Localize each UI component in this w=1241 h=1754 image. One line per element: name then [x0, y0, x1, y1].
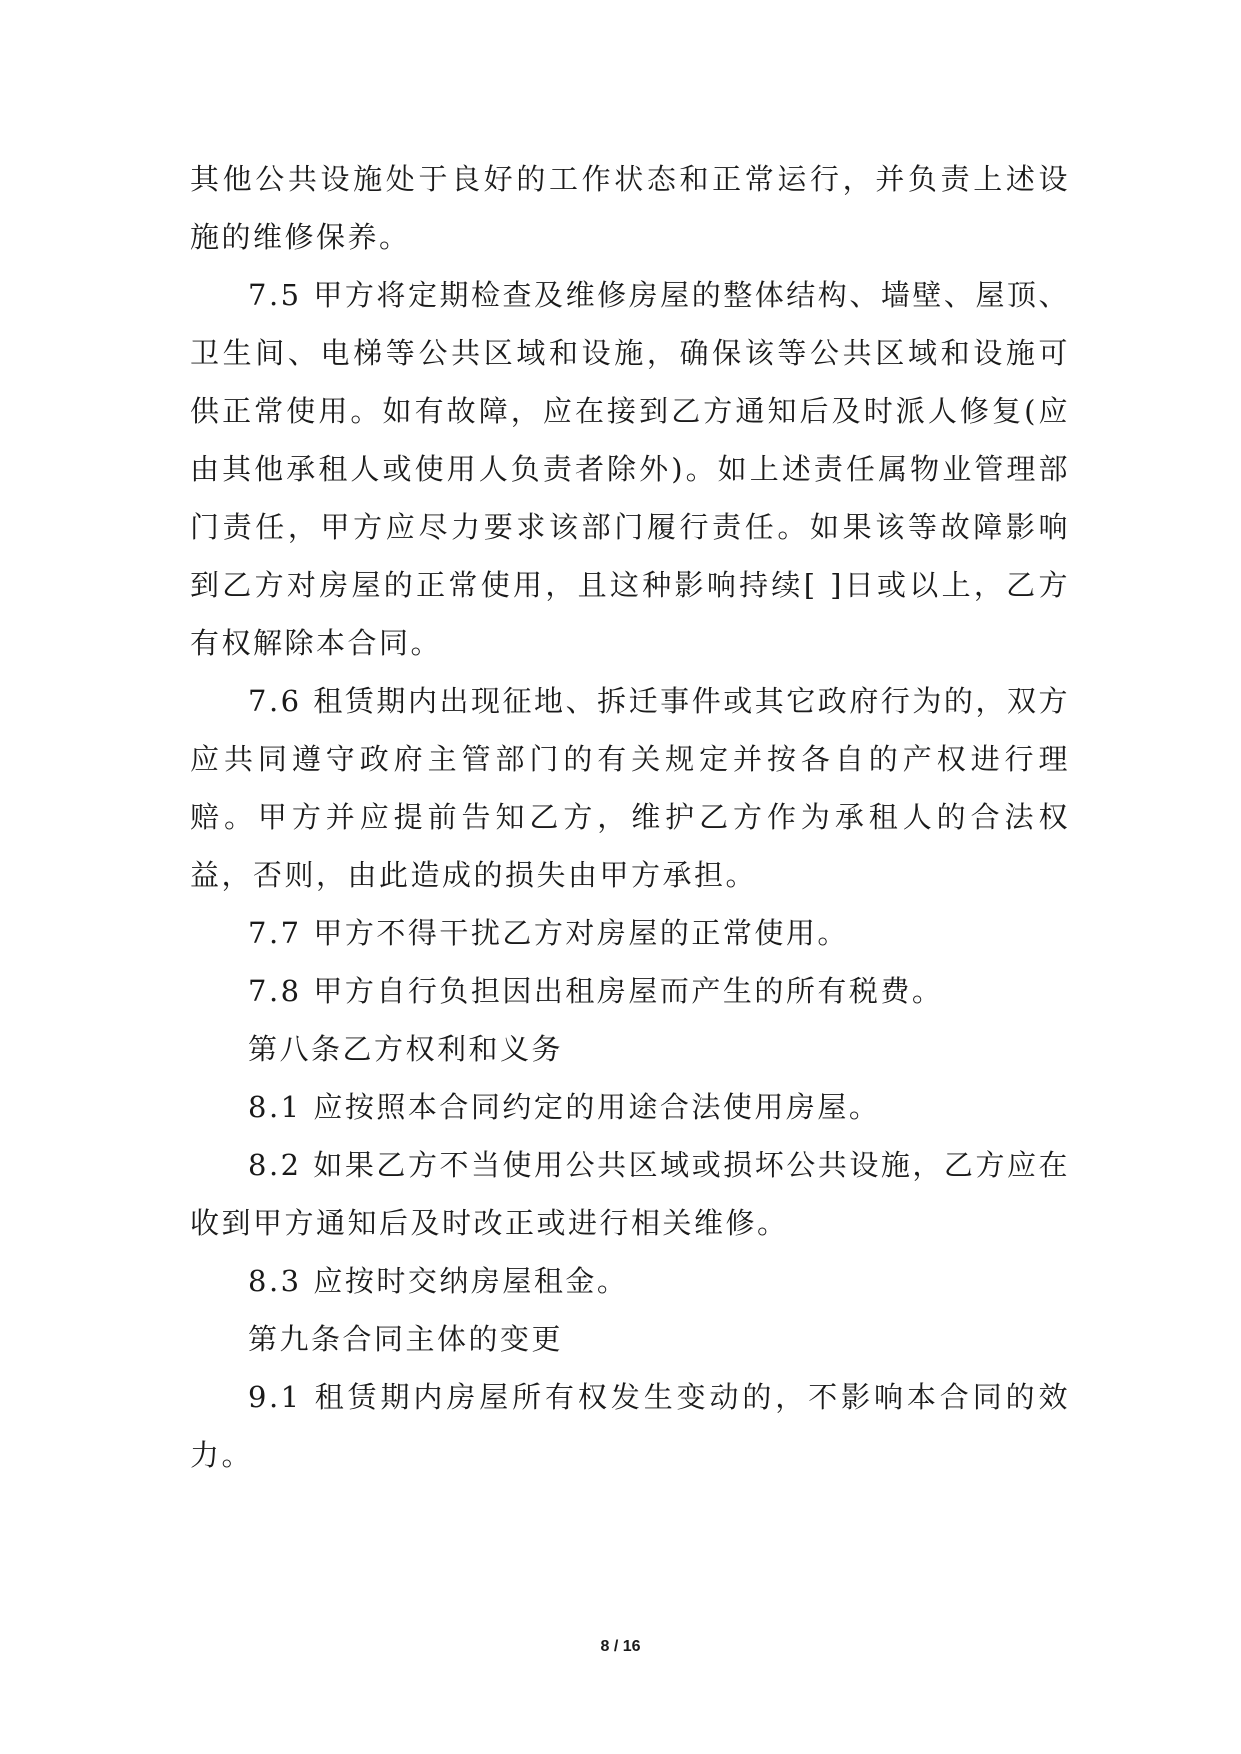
- paragraph-facilities-continued: 其他公共设施处于良好的工作状态和正常运行，并负责上述设施的维修保养。: [190, 162, 1070, 254]
- clause-7-8: 7.8 甲方自行负担因出租房屋而产生的所有税费。: [248, 974, 944, 1008]
- clause-8-2: 8.2 如果乙方不当使用公共区域或损坏公共设施，乙方应在收到甲方通知后及时改正或进行相关维修。: [190, 1148, 1070, 1240]
- clause-7-5: 7.5 甲方将定期检查及维修房屋的整体结构、墙壁、屋顶、卫生间、电梯等公共区域和设施，确保该等公共区域和设施可供正常使用。如有故障，应在接到乙方通知后及时派人修复(应由其他承租人或使用人负责者除外)。如上述责任属物业管理部门责任，甲方应尽力要求该部门履行责任。如果该等故障影响到乙方对房屋的正常使用，且这种影响持续[ ]日或以上，乙方有权解除本合同。: [190, 278, 1070, 660]
- clause-8-3: 8.3 应按时交纳房屋租金。: [248, 1264, 629, 1298]
- clause-7-7: 7.7 甲方不得干扰乙方对房屋的正常使用。: [248, 916, 849, 950]
- clause-9-1: 9.1 租赁期内房屋所有权发生变动的，不影响本合同的效力。: [190, 1380, 1070, 1472]
- document-body: [190, 150, 1070, 1484]
- page-number: 8 / 16: [600, 1638, 641, 1655]
- clause-8-1: 8.1 应按照本合同约定的用途合法使用房屋。: [248, 1090, 881, 1124]
- article-8-heading: 第八条乙方权利和义务: [248, 1032, 564, 1066]
- clause-7-6: 7.6 租赁期内出现征地、拆迁事件或其它政府行为的，双方应共同遵守政府主管部门的有关规定并按各自的产权进行理赔。甲方并应提前告知乙方，维护乙方作为承租人的合法权益，否则，由此造成的损失由甲方承担。: [190, 684, 1070, 892]
- article-9-heading: 第九条合同主体的变更: [248, 1322, 564, 1356]
